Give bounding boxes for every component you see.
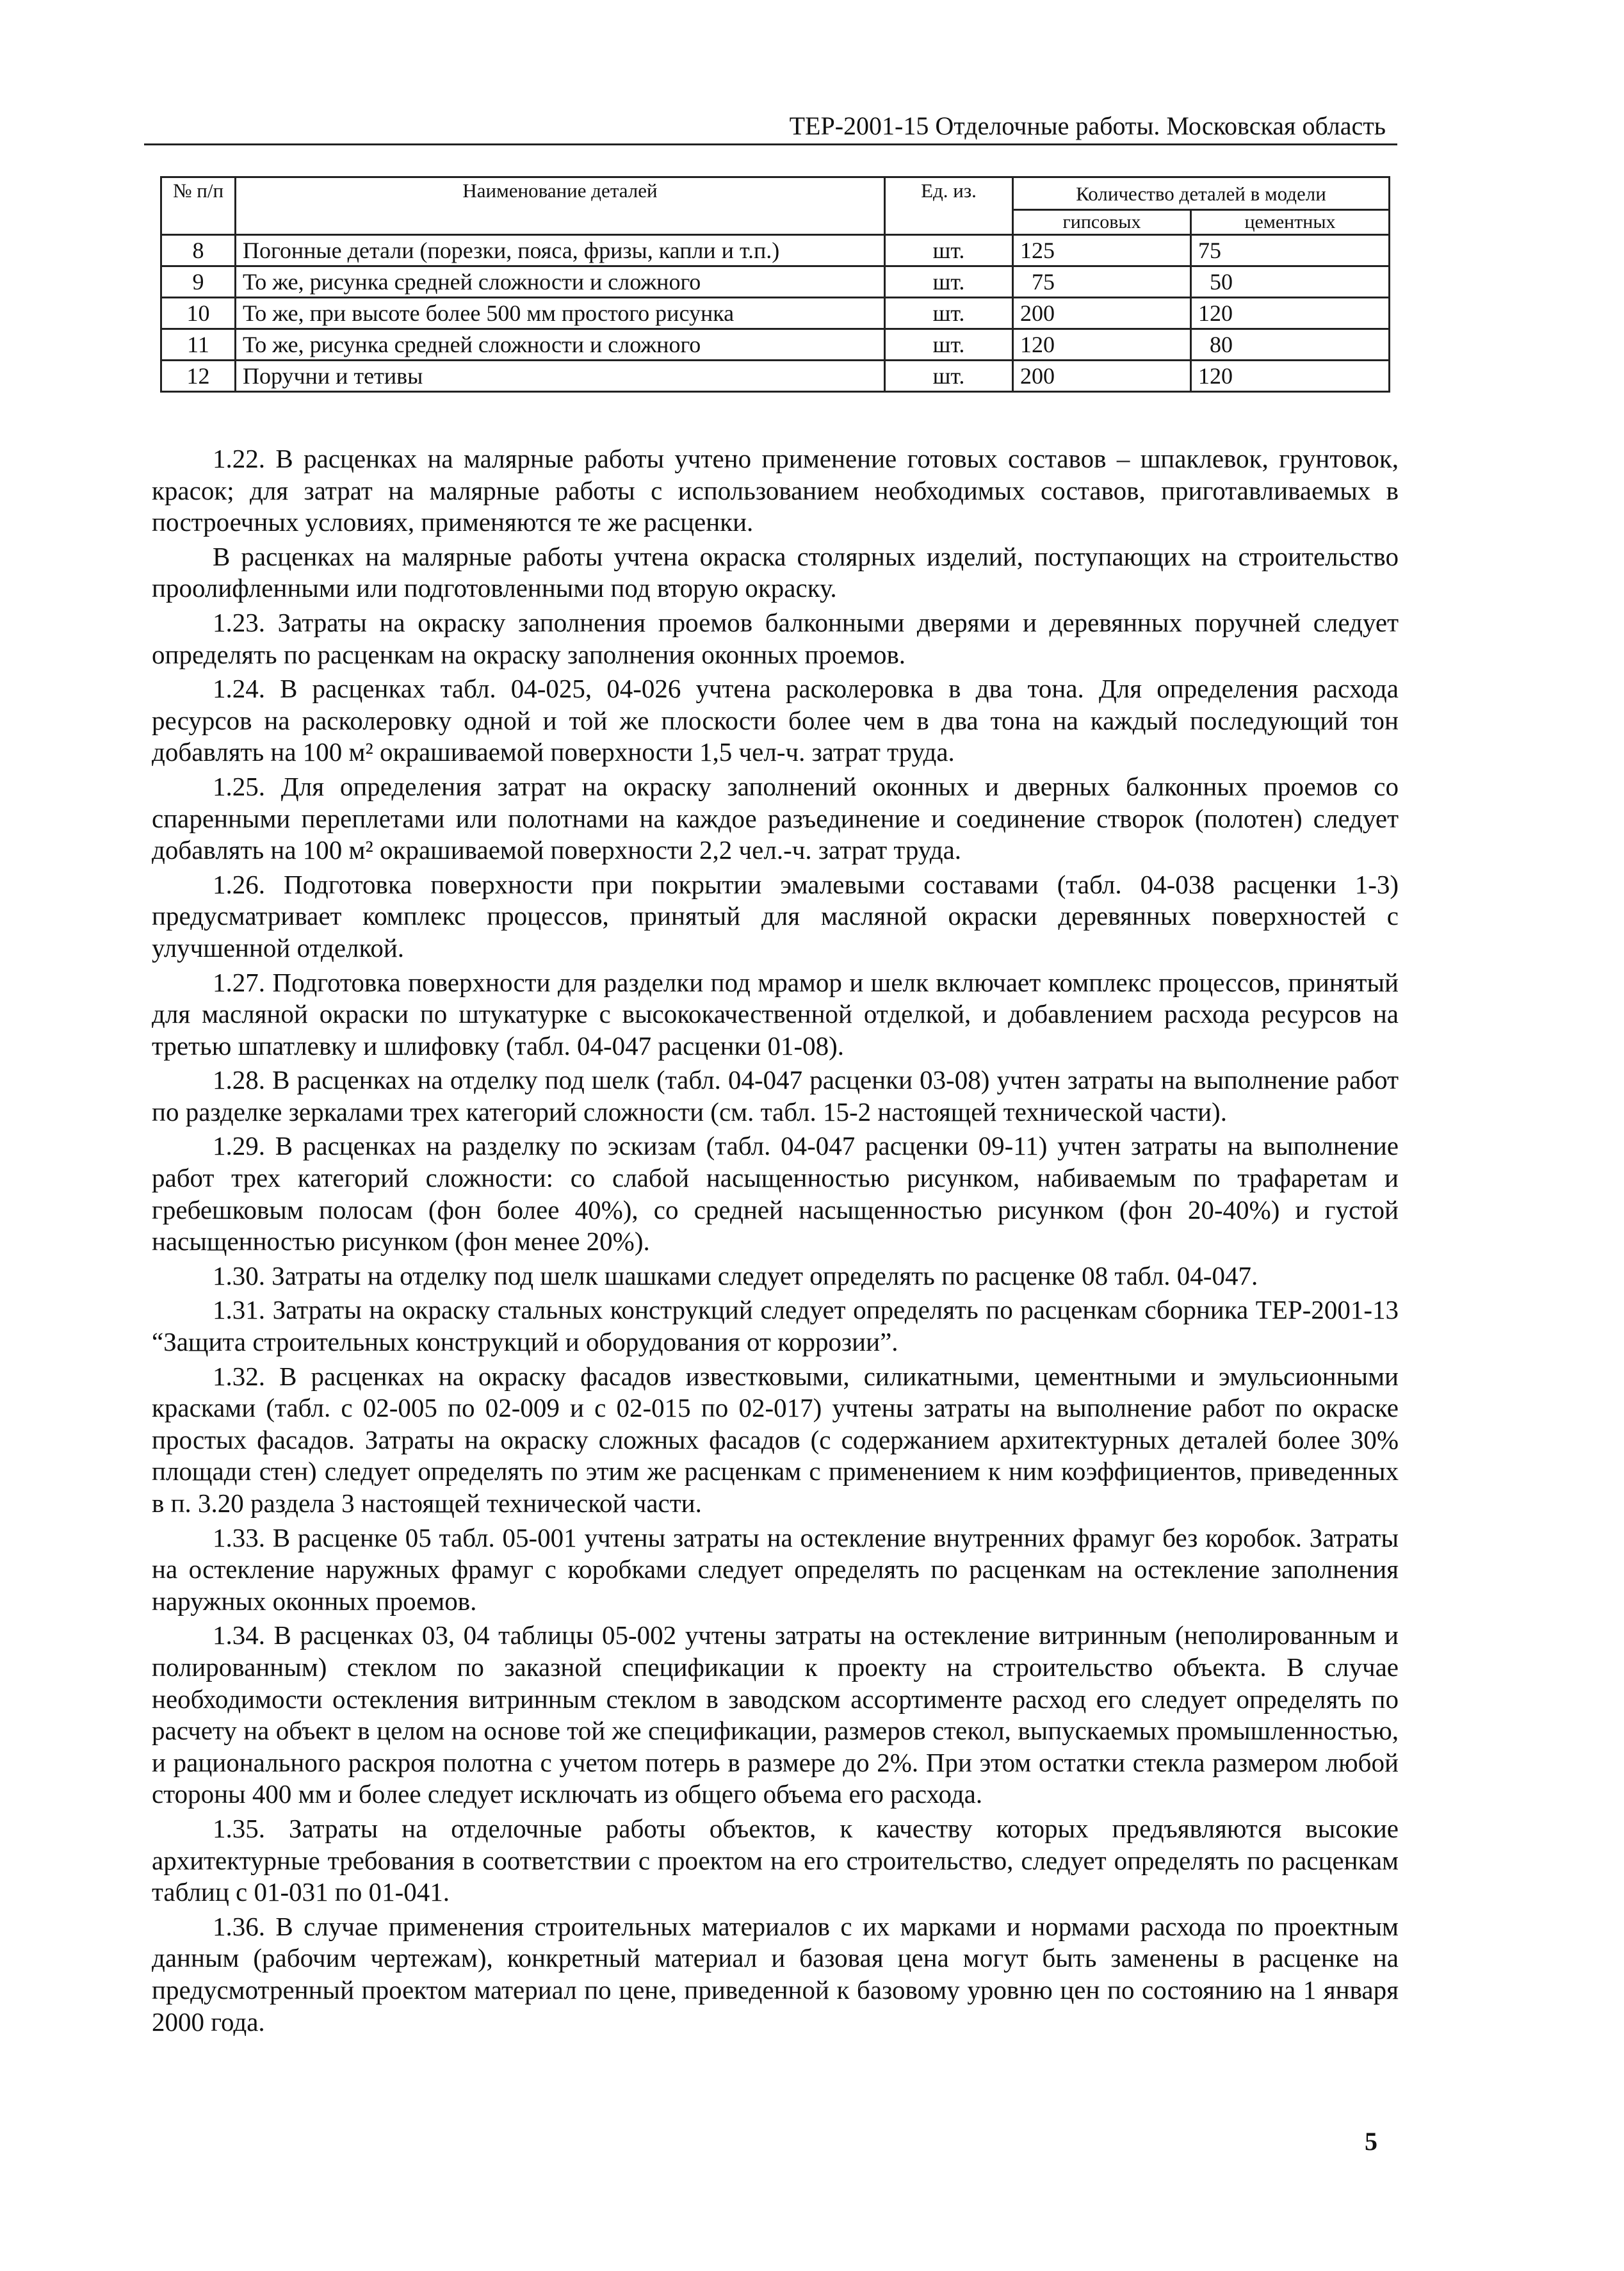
paragraph-1-28: 1.28. В расценках на отделку под шелк (табл. 04-047 расценки 03-08) учтен затраты на выполнение работ по разделке зеркалами трех категорий сложности (см. табл. 15-2 настоящей технической части). bbox=[152, 1065, 1399, 1127]
paragraph-1-36: 1.36. В случае применения строительных материалов с их марками и нормами расхода по проектным данным (рабочим чертежам), конкретный материал и базовая цена могут быть заменены в расценке на предусмотренный проектом материал по цене, приведенной к базовому уровню цен по состоянию на 1 января 2000 года. bbox=[152, 1911, 1399, 2037]
running-header bbox=[144, 108, 1397, 145]
paragraph-1-34: 1.34. В расценках 03, 04 таблицы 05-002 учтены затраты на остекление витринным (неполированным и полированным) стеклом по заказной спецификации к проекту на строительство объекта. В случае необходимости остекления витринным стеклом в заводском ассортименте расход его следует определять по расчету на объект в целом на основе той же спецификации, размеров стекол, выпускаемых промышленностью, и рационального раскроя полотна с учетом потерь в размере до 2%. При этом остатки стекла размером любой стороны 400 мм и более следует исключать из общего объема его расхода. bbox=[152, 1620, 1399, 1809]
row-num: 11 bbox=[161, 329, 236, 361]
row-name: Поручни и тетивы bbox=[236, 361, 885, 392]
row-num: 12 bbox=[161, 361, 236, 392]
row-name: То же, при высоте более 500 мм простого рисунка bbox=[236, 298, 885, 329]
header-cement: цементных bbox=[1191, 210, 1390, 235]
row-gypsum: 200 bbox=[1013, 298, 1191, 329]
table-row bbox=[161, 298, 1390, 329]
row-unit: шт. bbox=[885, 329, 1013, 361]
body-text bbox=[152, 443, 1399, 2040]
table-row bbox=[161, 329, 1390, 361]
paragraph-1-31: 1.31. Затраты на окраску стальных конструкций следует определять по расценкам сборника ТЕР-2001-13 “Защита строительных конструкций и оборудования от коррозии”. bbox=[152, 1295, 1399, 1357]
header-gypsum: гипсовых bbox=[1013, 210, 1191, 235]
row-unit: шт. bbox=[885, 298, 1013, 329]
row-cement: 120 bbox=[1191, 298, 1390, 329]
paragraph-1-27: 1.27. Подготовка поверхности для разделки под мрамор и шелк включает комплекс процессов, принятый для масляной окраски по штукатурке с высококачественной отделкой, и добавлением расхода ресурсов на третью шпатлевку и шлифовку (табл. 04-047 расценки 01-08). bbox=[152, 967, 1399, 1061]
header-unit: Ед. из. bbox=[885, 177, 1013, 235]
row-name: То же, рисунка средней сложности и сложного bbox=[236, 266, 885, 298]
paragraph-1-26: 1.26. Подготовка поверхности при покрытии эмалевыми составами (табл. 04-038 расценки 1-3) предусматривает комплекс процессов, принятый для масляной окраски деревянных поверхностей с улучшенной отделкой. bbox=[152, 869, 1399, 963]
table-row bbox=[161, 235, 1390, 266]
row-cement: 50 bbox=[1191, 266, 1390, 298]
row-num: 9 bbox=[161, 266, 236, 298]
row-name: То же, рисунка средней сложности и сложного bbox=[236, 329, 885, 361]
row-gypsum: 75 bbox=[1013, 266, 1191, 298]
row-unit: шт. bbox=[885, 361, 1013, 392]
paragraph-1-29: 1.29. В расценках на разделку по эскизам (табл. 04-047 расценки 09-11) учтен затраты на выполнение работ трех категорий сложности: со слабой насыщенностью рисунком, набиваемым по трафаретам и гребешковым полосам (фон более 40%), со средней насыщенностью рисунком (фон 20-40%) и густой насыщенностью рисунком (фон менее 20%). bbox=[152, 1131, 1399, 1257]
row-cement: 75 bbox=[1191, 235, 1390, 266]
header-name: Наименование деталей bbox=[236, 177, 885, 235]
header-qty: Количество деталей в модели bbox=[1013, 177, 1390, 210]
table-header-row bbox=[161, 177, 1390, 210]
header-num: № п/п bbox=[161, 177, 236, 235]
row-cement: 80 bbox=[1191, 329, 1390, 361]
paragraph-1-22: 1.22. В расценках на малярные работы учтено применение готовых составов – шпаклевок, грунтовок, красок; для затрат на малярные работы с использованием необходимых составов, приготавливаемых в построечных условиях, применяются те же расценки. bbox=[152, 444, 1399, 537]
paragraph-1-25: 1.25. Для определения затрат на окраску заполнений оконных и дверных балконных проемов со спаренными переплетами или полотнами на каждое разъединение и соединение створок (полотен) следует добавлять на 100 м² окрашиваемой поверхности 2,2 чел.-ч. затрат труда. bbox=[152, 771, 1399, 865]
table-row bbox=[161, 266, 1390, 298]
paragraph-1-22-b: В расценках на малярные работы учтена окраска столярных изделий, поступающих на строительство проолифленными или подготовленными под вторую окраску. bbox=[152, 541, 1399, 603]
row-gypsum: 120 bbox=[1013, 329, 1191, 361]
row-cement: 120 bbox=[1191, 361, 1390, 392]
paragraph-1-32: 1.32. В расценках на окраску фасадов известковыми, силикатными, цементными и эмульсионными красками (табл. с 02-005 по 02-009 и с 02-015 по 02-017) учтены затраты на выполнение работ по окраске простых фасадов. Затраты на окраску сложных фасадов (с содержанием архитектурных деталей более 30% площади стен) следует определять по этим же расценкам с применением к ним коэффициентов, приведенных в п. 3.20 раздела 3 настоящей технической части. bbox=[152, 1361, 1399, 1518]
row-gypsum: 125 bbox=[1013, 235, 1191, 266]
row-unit: шт. bbox=[885, 266, 1013, 298]
page-number: 5 bbox=[1365, 2127, 1377, 2156]
row-gypsum: 200 bbox=[1013, 361, 1191, 392]
table-row bbox=[161, 361, 1390, 392]
paragraph-1-24: 1.24. В расценках табл. 04-025, 04-026 учтена расколеровка в два тона. Для определения расхода ресурсов на расколеровку одной и той же плоскости более чем в два тона на каждый последующий тон добавлять на 100 м² окрашиваемой поверхности 1,5 чел-ч. затрат труда. bbox=[152, 674, 1399, 767]
paragraph-1-23: 1.23. Затраты на окраску заполнения проемов балконными дверями и деревянных поручней следует определять по расценкам на окраску заполнения оконных проемов. bbox=[152, 607, 1399, 669]
row-num: 10 bbox=[161, 298, 236, 329]
row-name: Погонные детали (порезки, пояса, фризы, капли и т.п.) bbox=[236, 235, 885, 266]
header-title: ТЕР-2001-15 Отделочные работы. Московская область bbox=[789, 111, 1386, 140]
paragraph-1-35: 1.35. Затраты на отделочные работы объектов, к качеству которых предъявляются высокие архитектурные требования в соответствии с проектом на его строительство, следует определять по расценкам таблиц с 01-031 по 01-041. bbox=[152, 1813, 1399, 1907]
paragraph-1-33: 1.33. В расценке 05 табл. 05-001 учтены затраты на остекление внутренних фрамуг без коробок. Затраты на остекление наружных фрамуг с коробками следует определять по расценкам на остекление заполнения наружных оконных проемов. bbox=[152, 1522, 1399, 1616]
details-table bbox=[160, 176, 1390, 393]
row-num: 8 bbox=[161, 235, 236, 266]
paragraph-1-30: 1.30. Затраты на отделку под шелк шашками следует определять по расценке 08 табл. 04-047. bbox=[213, 1260, 1258, 1290]
row-unit: шт. bbox=[885, 235, 1013, 266]
